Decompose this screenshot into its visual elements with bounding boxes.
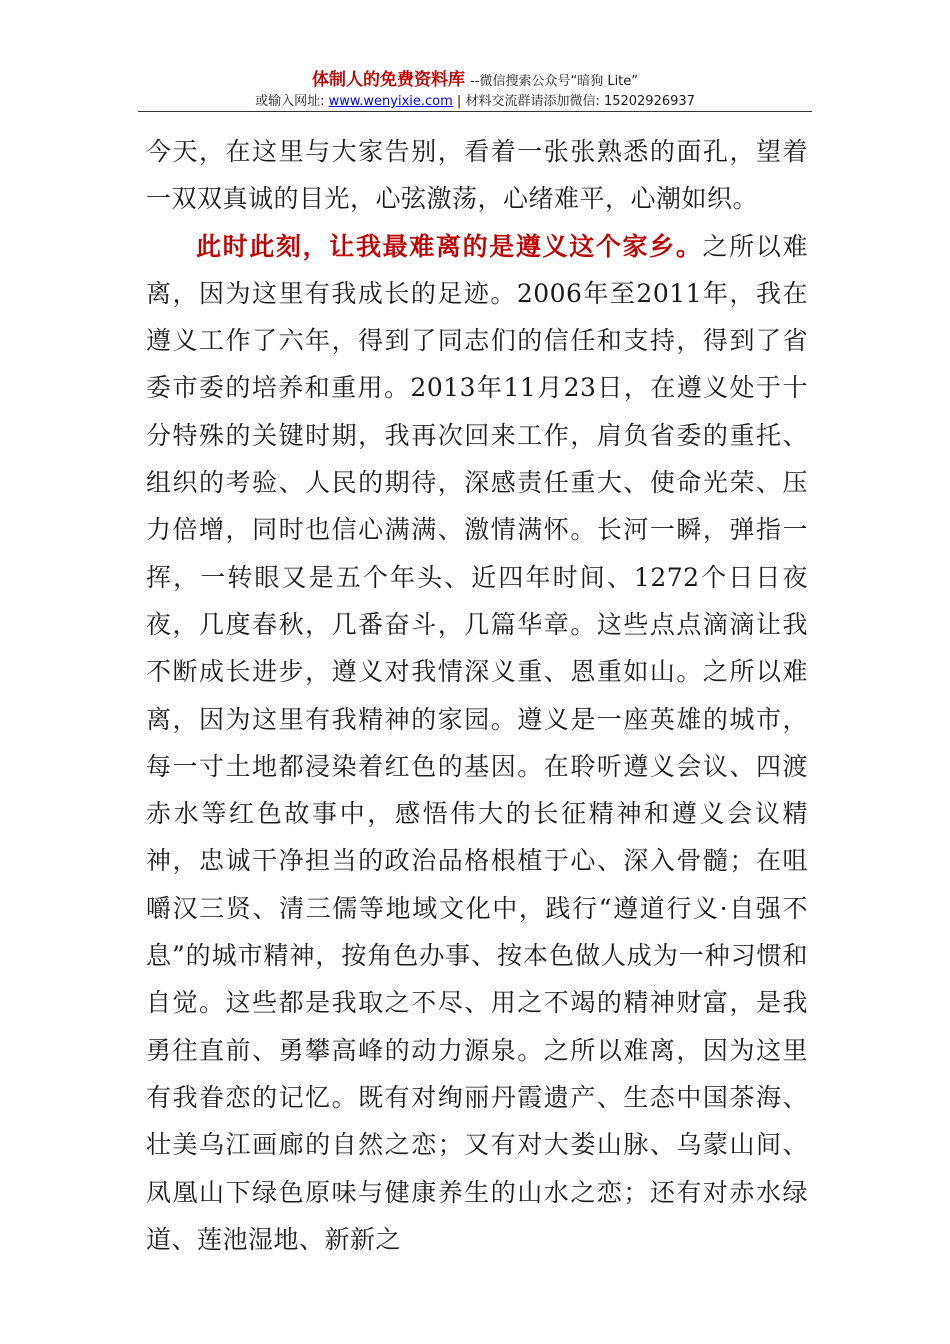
header-title-line — [138, 70, 812, 92]
document-body — [146, 128, 808, 1263]
header-divider — [138, 111, 812, 112]
header-contact: | 材料交流群请添加微信: 15202926937 — [452, 94, 695, 109]
header-subtitle: --微信搜索公众号“暗狗 Lite” — [470, 74, 639, 89]
page-header — [138, 70, 812, 111]
paragraph-2-text: 之所以难离，因为这里有我成长的足迹。2006年至2011年，我在遵义工作了六年，得到了同志们的信任和支持，得到了省委市委的培养和重用。2013年11月23日，在遵义处于十分特殊的关键时期，我再次回来工作，肩负省委的重托、组织的考验、人民的期待，深感责任重大、使命光荣、压力倍增，同时也信心满满、激情满怀。长河一瞬，弹指一挥，一转眼又是五个年头、近四年时间、1272个日日夜夜，几度春秋，几番奋斗，几篇华章。这些点点滴滴让我不断成长进步，遵义对我情深义重、恩重如山。之所以难离，因为这里有我精神的家园。遵义是一座英雄的城市，每一寸土地都浸染着红色的基因。在聆听遵义会议、四渡赤水等红色故事中，感悟伟大的长征精神和遵义会议精神，忠诚干净担当的政治品格根植于心、深入骨髓；在咀嚼汉三贤、清三儒等地域文化中，践行“遵道行义·自强不息”的城市精神，按角色办事、按本色做人成为一种习惯和自觉。这些都是我取之不尽、用之不竭的精神财富，是我勇往直前、勇攀高峰的动力源泉。之所以难离，因为这里有我眷恋的记忆。既有对绚丽丹霞遗产、生态中国茶海、壮美乌江画廊的自然之恋；又有对大娄山脉、乌蒙山间、凤凰山下绿色原味与健康养生的山水之恋；还有对赤水绿道、莲池湿地、新新之 — [146, 231, 808, 1254]
paragraph-2-emphasis: 此时此刻，让我最难离的是遵义这个家乡。 — [196, 231, 703, 261]
header-contact-line — [138, 93, 812, 111]
header-brand: 体制人的免费资料库 — [311, 70, 465, 90]
paragraph-2 — [146, 223, 808, 1264]
header-url-link[interactable]: www.wenyixie.com — [328, 94, 453, 109]
paragraph-1: 今天，在这里与大家告别，看着一张张熟悉的面孔，望着一双双真诚的目光，心弦激荡，心绪难平，心潮如织。 — [146, 137, 808, 214]
header-url-prefix: 或输入网址: — [255, 94, 329, 109]
